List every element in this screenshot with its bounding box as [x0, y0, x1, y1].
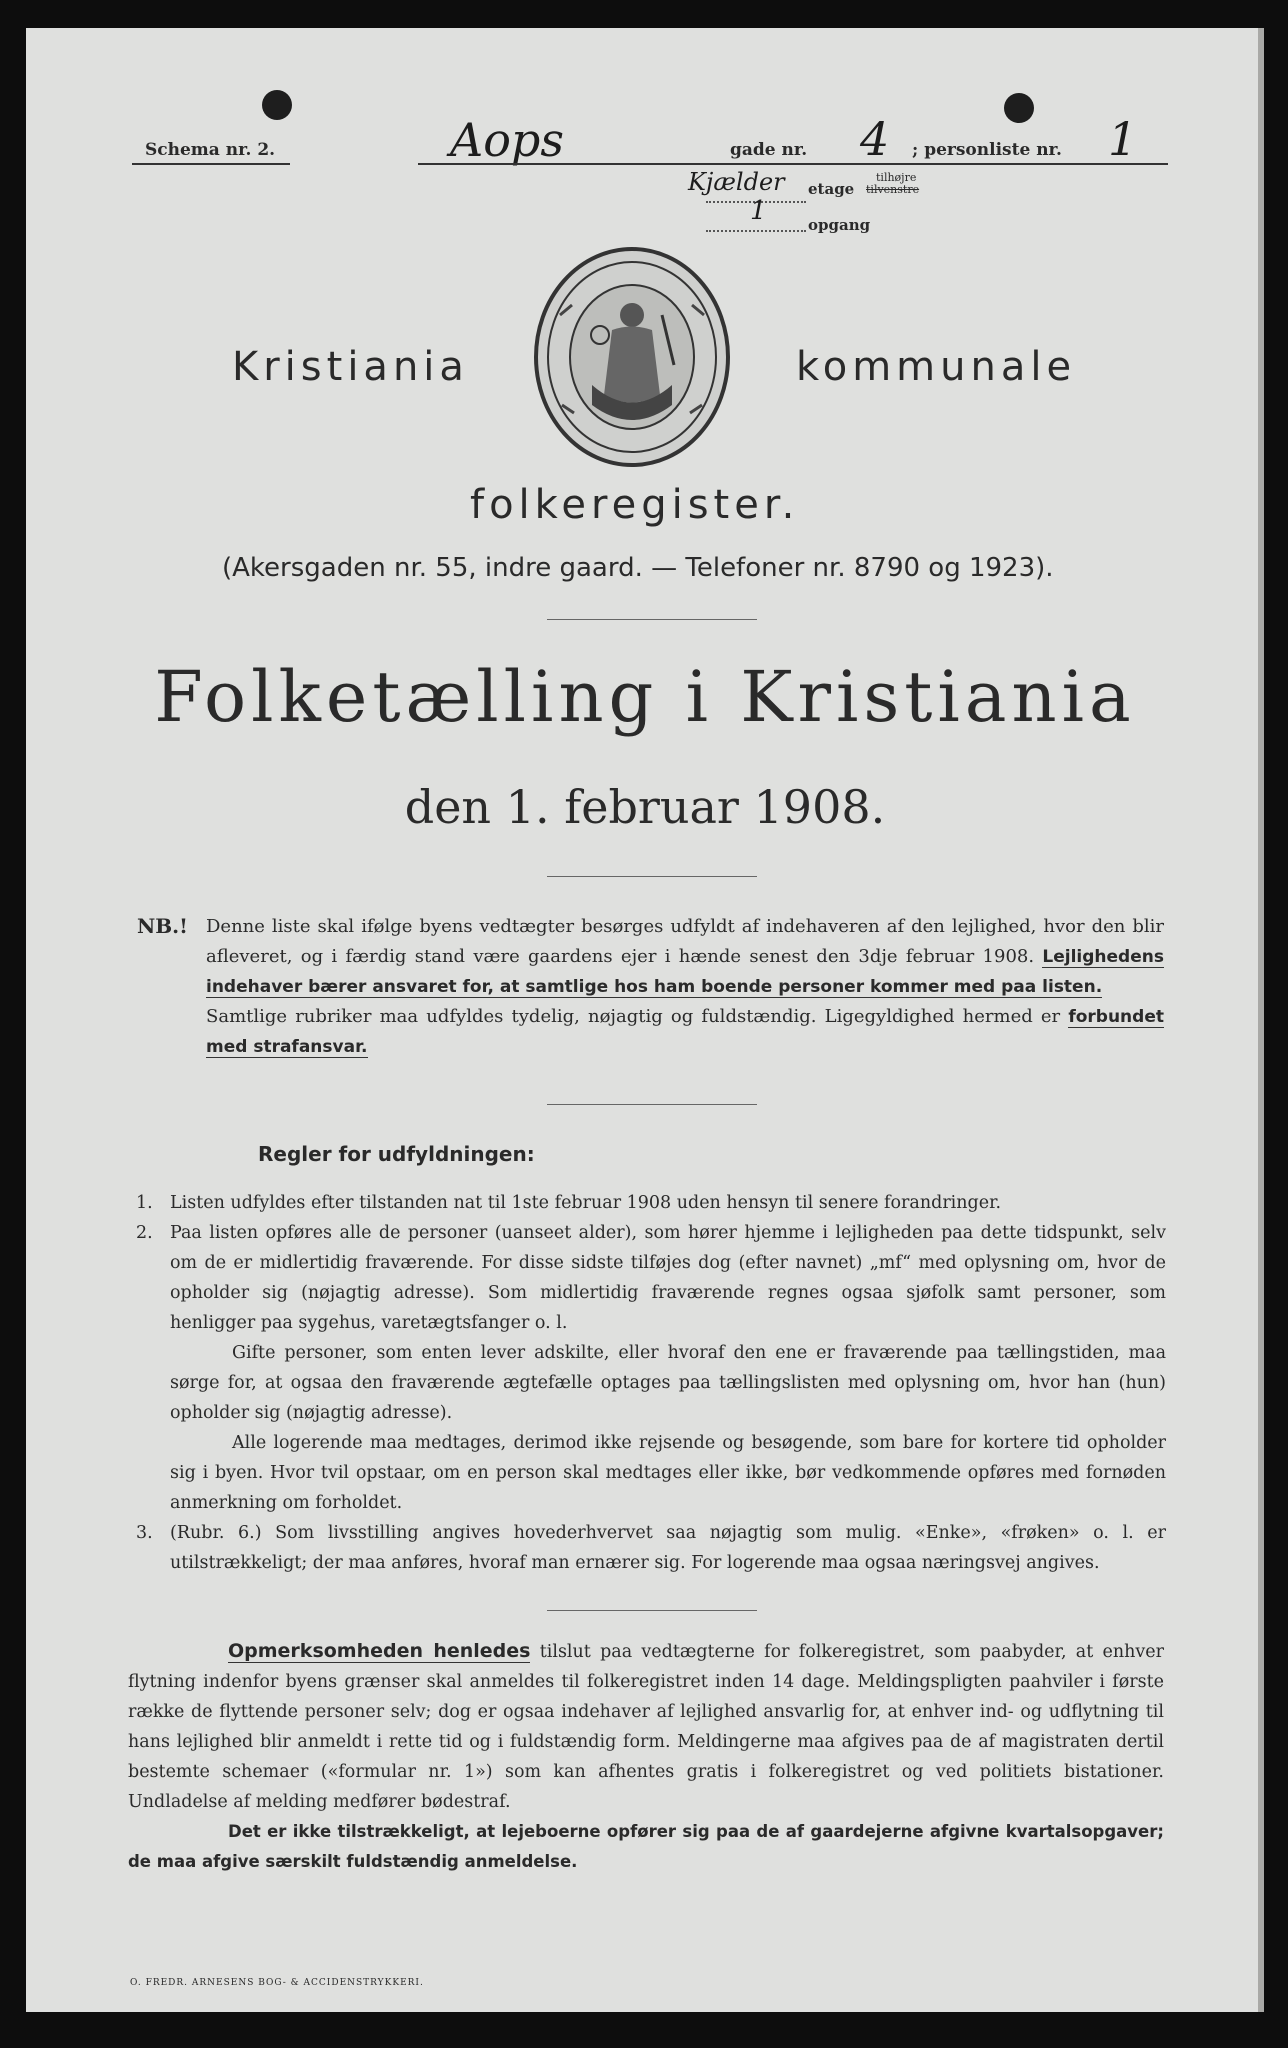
separator	[547, 876, 757, 877]
nb-text-part: Samtlige rubriker maa udfyldes tydelig, nøjagtig og fuldstændig. Ligegyldighed hermed er	[206, 1006, 1061, 1027]
census-date: den 1. februar 1908.	[404, 780, 886, 834]
house-number-handwritten: 4	[860, 112, 890, 166]
rules-list	[136, 1188, 1166, 1578]
side-option-left: tilvenstre	[866, 183, 920, 196]
title-folkeregister: folkeregister.	[470, 482, 800, 528]
rule-number: 3.	[136, 1523, 153, 1543]
side-option-right: tilhøjre	[876, 171, 917, 184]
notice-closing: Det er ikke tilstrækkeligt, at lejeboerne opfører sig paa de af gaardejerne afgivne kvartalsopgaver; de maa afgive særskilt fuldstændig anmeldelse.	[128, 1822, 1164, 1871]
punch-hole	[262, 90, 292, 120]
title-kristiania: Kristiania	[232, 344, 469, 390]
nb-text	[206, 912, 1164, 1062]
rule-number: 2.	[136, 1223, 153, 1243]
notice-body: tilslut paa vedtægterne for folkeregistret, som paabyder, at enhver flytning indenfor byens grænser skal anmeldes til folkeregistret inden 14 dage. Meldingspligten paahviler i første række de flyttende personer selv; dog er ogsaa indehaver af lejlighed ansvarlig for, at enhver ind- og udflytning til hans lejlighed blir anmeldt i rette tid og i fuldstændig form. Meldingerne maa afgives paa de af magistraten dertil bestemte schemaer («formular nr. 1») som kan afhentes gratis i folkeregistret og ved politiets bistationer. Undladelse af melding medfører bødestraf.	[128, 1642, 1164, 1812]
notice-text	[128, 1636, 1164, 1877]
schema-number: Schema nr. 2.	[145, 140, 276, 160]
list-number-handwritten: 1	[1108, 112, 1138, 166]
street-name-handwritten: Aops	[450, 113, 564, 167]
address-phone: (Akersgaden nr. 55, indre gaard. — Telefoner nr. 8790 og 1923).	[222, 553, 1054, 583]
opgang-label: opgang	[808, 216, 871, 234]
punch-hole	[1004, 93, 1034, 123]
gade-label: gade nr.	[730, 140, 808, 160]
notice-lead: Opmerksomheden henledes	[228, 1640, 531, 1662]
rule-1	[136, 1188, 1166, 1218]
separator	[547, 1610, 757, 1611]
side-options	[866, 172, 919, 196]
schema-underline	[132, 163, 290, 165]
nb-text-emphasis: Lejlighedens indehaver bærer ansvaret for, at samtlige hos ham boende personer kommer med paa listen.	[206, 947, 1164, 997]
etage-label: etage	[808, 180, 855, 198]
opgang-dotted-line	[706, 230, 806, 232]
rule-text: Paa listen opføres alle de personer (uanseet alder), som hører hjemme i lejligheden paa dette tidspunkt, selv om de er midlertidig fraværende. For disse sidste tilføjes dog (efter navnet) „mf“ med oplysning om, hvor de opholder sig (nøjagtig adresse). Som midlertidig fraværende regnes ogsaa sjøfolk samt personer, som henligger paa sygehus, varetægtsfanger o. l.	[170, 1223, 1166, 1333]
nb-text-emphasis: forbundet med strafansvar.	[206, 1007, 1164, 1057]
rule-text: Listen udfyldes efter tilstanden nat til 1ste februar 1908 uden hensyn til senere forandringer.	[170, 1193, 1002, 1213]
title-kommunale: kommunale	[796, 344, 1077, 390]
rule-2-gifte: Gifte personer, som enten lever adskilte, eller hvoraf den ene er fraværende paa tællingstiden, maa sørge for, at ogsaa den fraværende ægtefælle optages paa tællingslisten med oplysning om, hvor han (hun) opholder sig (nøjagtig adresse).	[170, 1343, 1166, 1423]
rule-number: 1.	[136, 1193, 153, 1213]
separator	[547, 1104, 757, 1105]
nb-label: NB.!	[137, 914, 188, 938]
printer-imprint: O. FREDR. ARNESENS BOG- & ACCIDENSTRYKKERI.	[130, 1978, 424, 1988]
rule-text: (Rubr. 6.) Som livsstilling angives hovederhvervet saa nøjagtig som mulig. «Enke», «frøken» o. l. er utilstrækkeligt; der maa anføres, hvoraf man ernærer sig. For logerende maa ogsaa næringsvej angives.	[170, 1523, 1166, 1573]
rule-2-logerende: Alle logerende maa medtages, derimod ikke rejsende og besøgende, som bare for kortere tid opholder sig i byen. Hvor tvil opstaar, om en person skal medtages eller ikke, bør vedkommende opføres med fornøden anmerkning om forholdet.	[170, 1433, 1166, 1513]
separator	[547, 619, 757, 620]
rule-3	[136, 1518, 1166, 1578]
entrance-handwritten: 1	[750, 196, 767, 226]
header-underline	[418, 163, 1168, 165]
kristiania-city-seal	[532, 245, 732, 470]
personliste-label: ; personliste nr.	[912, 140, 1062, 160]
floor-handwritten: Kjælder	[688, 168, 785, 196]
rule-2	[136, 1218, 1166, 1338]
nb-text-part: Denne liste skal ifølge byens vedtægter besørges udfyldt af indehaveren af den lejlighed, hvor den blir afleveret, og i færdig stand være gaardens ejer i hænde senest den 3dje februar 1908.	[206, 916, 1164, 967]
census-heading: Folketælling i Kristiania	[154, 656, 1136, 738]
rules-heading: Regler for udfyldningen:	[258, 1142, 535, 1166]
